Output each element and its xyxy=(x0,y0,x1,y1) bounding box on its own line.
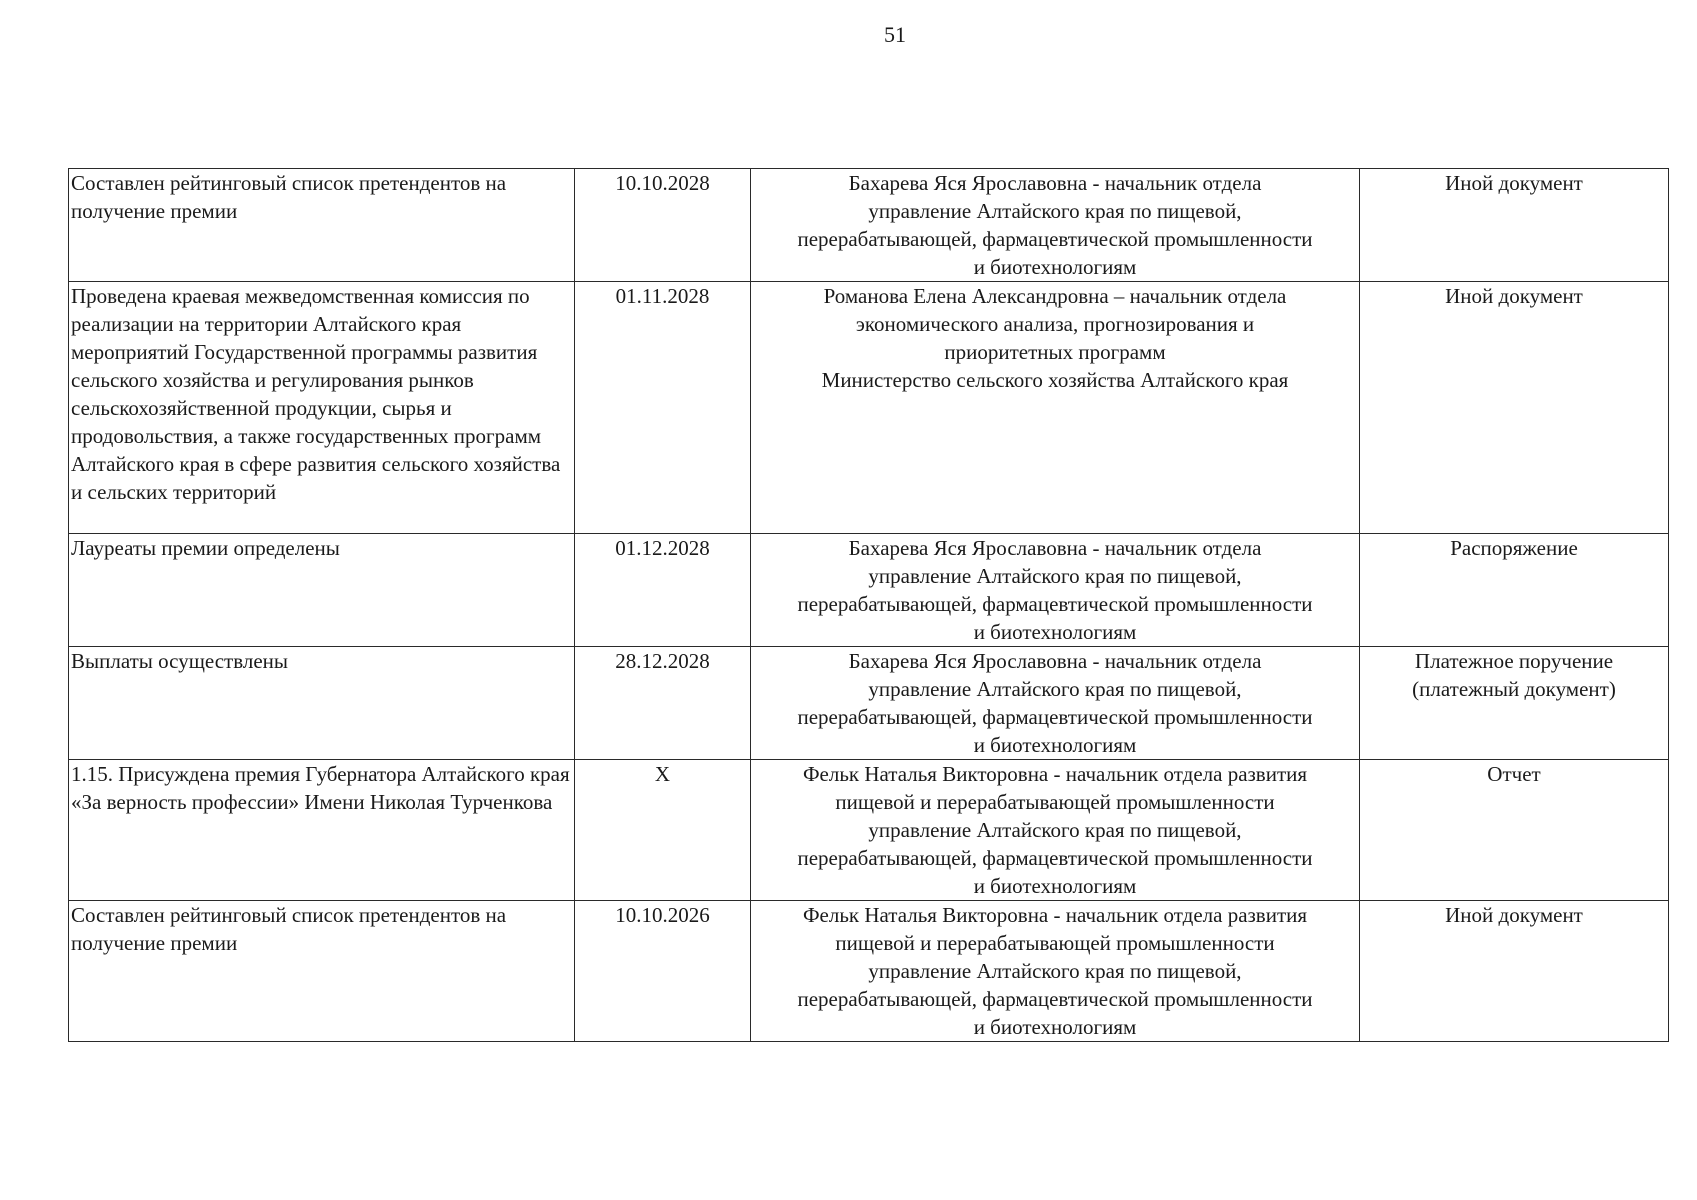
responsible-line: перерабатывающей, фармацевтической промышленности xyxy=(797,592,1313,616)
table-row xyxy=(69,647,1669,760)
responsible-line: перерабатывающей, фармацевтической промышленности xyxy=(797,227,1313,251)
responsible-line: и биотехнологиям xyxy=(973,1015,1137,1039)
date-cell: 01.12.2028 xyxy=(575,534,751,647)
responsible-cell xyxy=(751,760,1360,901)
responsible-cell xyxy=(751,169,1360,282)
document-line: Иной документ xyxy=(1445,171,1583,195)
responsible-line: управление Алтайского края по пищевой, xyxy=(868,199,1242,223)
responsible-line: управление Алтайского края по пищевой, xyxy=(868,677,1242,701)
table-row xyxy=(69,534,1669,647)
responsible-line: Фельк Наталья Викторовна - начальник отдела развития xyxy=(802,903,1308,927)
document-cell xyxy=(1360,534,1669,647)
responsible-line: Бахарева Яся Ярославовна - начальник отдела xyxy=(848,171,1262,195)
responsible-line: Романова Елена Александровна – начальник отдела xyxy=(823,284,1287,308)
responsible-cell xyxy=(751,647,1360,760)
table-row xyxy=(69,282,1669,534)
responsible-line: Фельк Наталья Викторовна - начальник отдела развития xyxy=(802,762,1308,786)
responsible-line: и биотехнологиям xyxy=(973,620,1137,644)
responsible-line: пищевой и перерабатывающей промышленности xyxy=(835,931,1275,955)
document-cell xyxy=(1360,282,1669,534)
document-cell xyxy=(1360,169,1669,282)
document-line: Иной документ xyxy=(1445,903,1583,927)
document-line: Отчет xyxy=(1487,762,1541,786)
table-row xyxy=(69,169,1669,282)
schedule-table xyxy=(68,168,1669,1042)
responsible-line: и биотехнологиям xyxy=(973,874,1137,898)
responsible-cell xyxy=(751,901,1360,1042)
responsible-line: экономического анализа, прогнозирования и xyxy=(855,312,1255,336)
responsible-line: пищевой и перерабатывающей промышленности xyxy=(835,790,1275,814)
responsible-line: Бахарева Яся Ярославовна - начальник отдела xyxy=(848,536,1262,560)
responsible-line: управление Алтайского края по пищевой, xyxy=(868,564,1242,588)
page-number: 51 xyxy=(884,22,906,47)
document-line: Платежное поручение xyxy=(1414,649,1614,673)
event-cell: Составлен рейтинговый список претендентов на получение премии xyxy=(69,901,575,1042)
table-row xyxy=(69,901,1669,1042)
document-line: Иной документ xyxy=(1445,284,1583,308)
responsible-cell xyxy=(751,282,1360,534)
date-cell: 01.11.2028 xyxy=(575,282,751,534)
date-cell: 10.10.2026 xyxy=(575,901,751,1042)
event-cell: Составлен рейтинговый список претендентов на получение премии xyxy=(69,169,575,282)
responsible-line: перерабатывающей, фармацевтической промышленности xyxy=(797,987,1313,1011)
date-cell: 10.10.2028 xyxy=(575,169,751,282)
responsible-cell xyxy=(751,534,1360,647)
document-cell xyxy=(1360,760,1669,901)
event-cell: Проведена краевая межведомственная комиссия по реализации на территории Алтайского края мероприятий Государственной программы развития сельского хозяйства и регулирования рынков сельскохозяйственной продукции, сырья и продовольствия, а также государственных программ Алтайского края в сфере развития сельского хозяйства и сельских территорий xyxy=(69,282,575,534)
responsible-line: управление Алтайского края по пищевой, xyxy=(868,959,1242,983)
responsible-line: управление Алтайского края по пищевой, xyxy=(868,818,1242,842)
responsible-line: перерабатывающей, фармацевтической промышленности xyxy=(797,846,1313,870)
table-row xyxy=(69,760,1669,901)
responsible-line: приоритетных программ xyxy=(944,340,1166,364)
responsible-line: и биотехнологиям xyxy=(973,733,1137,757)
date-cell: 28.12.2028 xyxy=(575,647,751,760)
event-cell: 1.15. Присуждена премия Губернатора Алтайского края «За верность профессии» Имени Николая Турченкова xyxy=(69,760,575,901)
responsible-line: и биотехнологиям xyxy=(973,255,1137,279)
event-cell: Лауреаты премии определены xyxy=(69,534,575,647)
responsible-line: перерабатывающей, фармацевтической промышленности xyxy=(797,705,1313,729)
responsible-line: Министерство сельского хозяйства Алтайского края xyxy=(821,368,1289,392)
document-line: (платежный документ) xyxy=(1412,677,1616,701)
event-cell: Выплаты осуществлены xyxy=(69,647,575,760)
document-cell xyxy=(1360,901,1669,1042)
responsible-line: Бахарева Яся Ярославовна - начальник отдела xyxy=(848,649,1262,673)
document-cell xyxy=(1360,647,1669,760)
document-line: Распоряжение xyxy=(1450,536,1578,560)
date-cell: X xyxy=(575,760,751,901)
